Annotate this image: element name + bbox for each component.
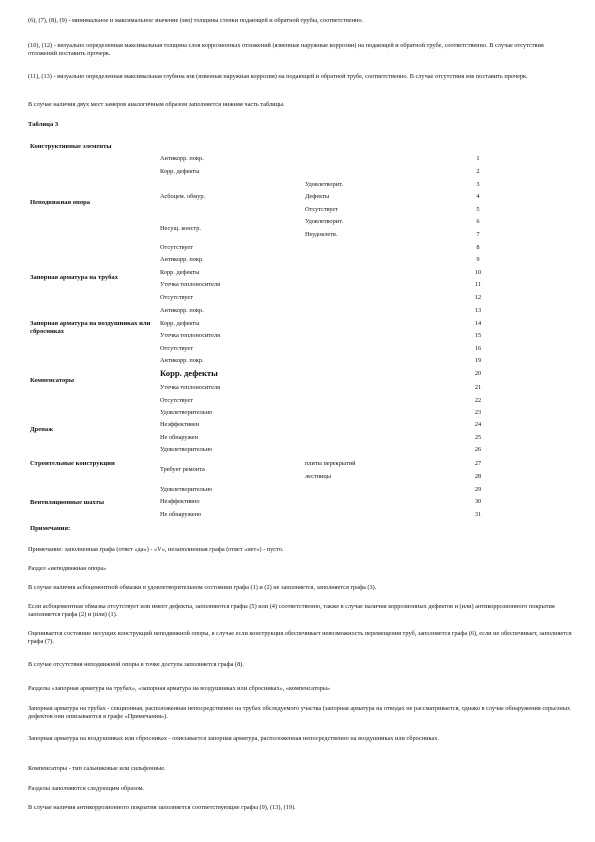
row-label: Утечка теплоносителя — [160, 332, 220, 339]
row-label: Отсутствует — [160, 345, 193, 352]
row-label: Неэффективен — [160, 421, 200, 428]
group-fixed-support: Неподвижная опора — [30, 199, 91, 206]
row-number: 15 — [474, 332, 482, 339]
row-label: Удовлетворительно — [160, 409, 213, 416]
row-label: Утечка теплоносителя — [160, 281, 220, 288]
row-number: 14 — [474, 320, 482, 327]
body-paragraph: Компенсаторы - тип сальниковые или сильфонные. — [28, 765, 166, 772]
row-label: Корр. дефекты — [160, 320, 200, 327]
row-number: 26 — [474, 446, 482, 453]
note-paragraph: Примечание: заполненная графа (ответ «да») - «V», незаполненная графа (ответ «нет») - пусто. — [28, 546, 284, 553]
row-sub-label: лестницы — [305, 473, 331, 480]
row-sub-label: Дефекты — [305, 193, 330, 200]
row-number: 13 — [474, 307, 482, 314]
group-compensators: Компенсаторы — [30, 377, 75, 384]
row-sub-label: Неудовлетв. — [305, 231, 338, 238]
section-heading: Разделы «запорная арматура на трубах», «запорная арматура на воздушниках или сбросниках», «компенсаторы» — [28, 685, 331, 692]
row-sub-label: Удовлетворит. — [305, 218, 343, 225]
group-valves-pipes: Запорная арматура на трубах — [30, 274, 119, 281]
row-number: 24 — [474, 421, 482, 428]
intro-paragraph-2: (10), (12) - визуально определенная максимальная толщина слоя коррозионных отложений (язвенные наружные коррозии) на подающей и обратной трубе, соответственно. В случае отсутствия отложений поставить прочерк. — [28, 42, 544, 57]
row-label: Неэффективно — [160, 498, 200, 505]
row-number: 7 — [476, 231, 480, 238]
row-number: 5 — [476, 206, 480, 213]
row-label: Несущ. констр. — [160, 225, 201, 232]
body-paragraph: Запорная арматура на трубах - секционная, расположенная непосредственно на трубах обследуемого участка (запорная арматура на отводах не рассматривается, однако в случае обнаружения серьезных дефектов они описываются в графе «Примечания»). — [28, 705, 571, 720]
row-sub-label: плиты перекрытий — [305, 460, 356, 467]
row-number: 11 — [474, 281, 482, 288]
row-number: 19 — [474, 357, 482, 364]
group-valves-vents: Запорная арматура на воздушниках или сбросниках — [30, 320, 151, 335]
row-label: Отсутствует — [160, 397, 193, 404]
row-number: 2 — [476, 168, 480, 175]
row-label: Отсутствует — [160, 244, 193, 251]
intro-paragraph-1: (6), (7), (8), (9) - минимальное и максимальное значение (мм) толщины стенки подающей и обратной трубы, соответственно. — [28, 17, 364, 24]
body-paragraph: В случае наличия антикоррозионного покрытия заполняется соответствующие графы (9), (13), (19). — [28, 804, 296, 811]
group-drainage: Дренаж — [30, 426, 54, 433]
row-label: Удовлетворительно — [160, 486, 213, 493]
row-number: 3 — [476, 181, 480, 188]
body-paragraph: Разделы заполняются следующим образом. — [28, 785, 145, 792]
row-number: 16 — [474, 345, 482, 352]
row-number: 25 — [474, 434, 482, 441]
row-number: 4 — [476, 193, 480, 200]
row-number: 31 — [474, 511, 482, 518]
table-title: Таблица 3 — [28, 121, 59, 128]
intro-paragraph-3: (11), (13) - визуально определенная максимальная глубина язв (язвенная наружная коррозия) на подающей и обратной трубе, соответственно. В случае отсутствия язв поставить прочерк. — [28, 73, 528, 80]
row-label: Утечка теплоносителя — [160, 384, 220, 391]
body-paragraph: Запорная арматура на воздушниках или сбросниках - описывается запорная арматура, расположенная непосредственно на воздушниках или сбросниках. — [28, 735, 439, 742]
body-paragraph: Если асбоцементная обмазка отсутствует или имеет дефекты, заполняются графы (5) или (4) соответственно, также в случае наличия коррозионных дефектов и (или) антикоррозионного покрытия заполняется графа (2) и (или) (1). — [28, 603, 555, 618]
group-ventilation-shafts: Вентиляционные шахты — [30, 499, 105, 506]
section-heading: Раздел «неподвижная опора» — [28, 565, 107, 572]
row-number: 27 — [474, 460, 482, 467]
row-label: Антикорр. покр. — [160, 357, 204, 364]
row-number: 8 — [476, 244, 480, 251]
row-number: 22 — [474, 397, 482, 404]
row-label: Асбоцем. обмур. — [160, 193, 206, 200]
body-paragraph: Оценивается состояние несущих конструкций неподвижной опоры, в случае если конструкция обеспечивает невозможность перемещения труб, заполняется графа (6), если не обеспечивает, заполняется графа (7). — [28, 630, 572, 645]
row-number: 12 — [474, 294, 482, 301]
row-label: Отсутствует — [160, 294, 193, 301]
row-label: Антикорр. покр. — [160, 155, 204, 162]
row-number: 21 — [474, 384, 482, 391]
table-header: Конструктивные элементы — [30, 143, 112, 150]
row-sub-label: Отсутствует — [305, 206, 338, 213]
row-label: Удовлетворительно — [160, 446, 213, 453]
row-number: 20 — [474, 370, 482, 377]
row-number: 10 — [474, 269, 482, 276]
row-number: 29 — [474, 486, 482, 493]
body-paragraph: В случае отсутствия неподвижной опоры в точке доступа заполняется графа (8). — [28, 661, 244, 668]
row-label: Корр. дефекты — [160, 368, 218, 378]
row-sub-label: Удовлетворит. — [305, 181, 343, 188]
group-building-structures: Строительные конструкции — [30, 460, 115, 467]
row-number: 23 — [474, 409, 482, 416]
row-number: 30 — [474, 498, 482, 505]
row-number: 28 — [474, 473, 482, 480]
row-label: Антикорр. покр. — [160, 256, 204, 263]
row-label: Корр. дефекты — [160, 168, 200, 175]
intro-paragraph-4: В случае наличия двух мест замеров аналогичным образом заполняется нижняя часть таблицы. — [28, 101, 285, 108]
row-label: Антикорр. покр. — [160, 307, 204, 314]
table-notes-label: Примечания: — [30, 525, 71, 532]
row-label: Не обнаружено — [160, 511, 202, 518]
row-label: Корр. дефекты — [160, 269, 200, 276]
body-paragraph: В случае наличия асбоцементной обмазки в удовлетворительном состоянии графа (1) и (2) не заполняется, заполняется графа (3). — [28, 584, 377, 591]
row-number: 6 — [476, 218, 480, 225]
row-number: 9 — [476, 256, 480, 263]
row-label: Требует ремонта — [160, 466, 205, 473]
row-label: Не обнаружен — [160, 434, 198, 441]
row-number: 1 — [476, 155, 480, 162]
